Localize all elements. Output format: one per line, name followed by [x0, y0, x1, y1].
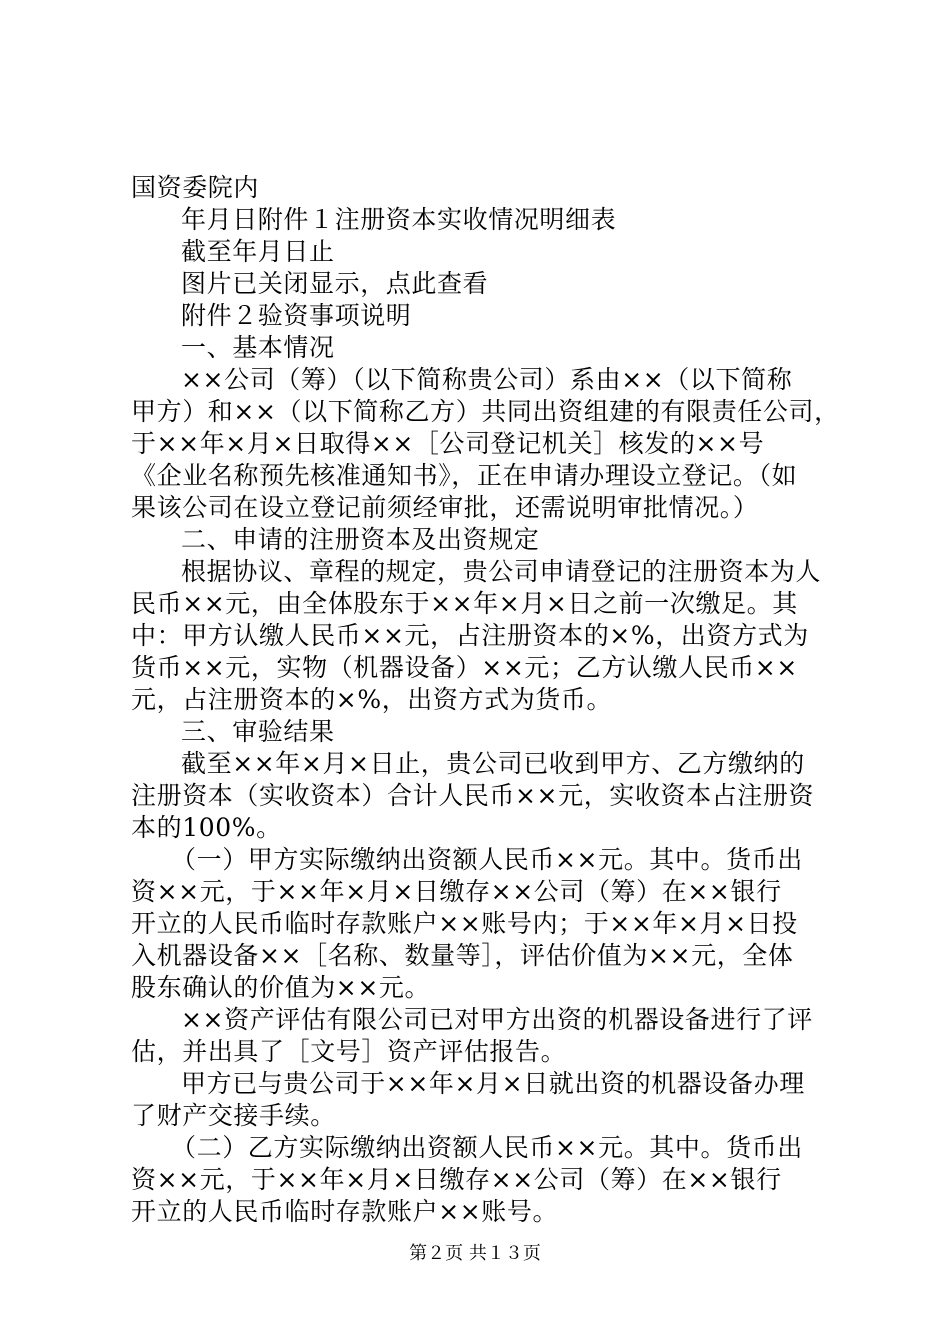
text-line: 甲方已与贵公司于××年×月×日就出资的机器设备办理 [181, 1069, 805, 1098]
text-line: 开立的人民币临时存款账户××账号内；于××年×月×日投 [131, 909, 798, 938]
section-heading: 三、审验结果 [181, 717, 335, 746]
text-line: 资××元，于××年×月×日缴存××公司（筹）在××银行 [131, 877, 782, 906]
text-line: 本的100%。 [131, 813, 282, 842]
text-line: ××资产评估有限公司已对甲方出资的机器设备进行了评 [181, 1005, 813, 1034]
text-line: 截至年月日止 [181, 237, 335, 266]
text-line: 截至××年×月×日止，贵公司已收到甲方、乙方缴纳的 [181, 749, 805, 778]
text-line: 果该公司在设立登记前须经审批，还需说明审批情况。） [131, 493, 759, 522]
image-placeholder-link[interactable]: 图片已关闭显示，点此查看 [181, 269, 489, 298]
page-number-footer: 第２页 共１３页 [409, 1243, 541, 1264]
text-line: 了财产交接手续。 [131, 1101, 336, 1130]
text-line: 年月日附件１注册资本实收情况明细表 [181, 205, 617, 234]
text-line: 民币××元，由全体股东于××年×月×日之前一次缴足。其 [131, 589, 798, 618]
text-line: 注册资本（实收资本）合计人民币××元，实收资本占注册资 [131, 781, 815, 810]
document-body [131, 172, 840, 1228]
text-line: 股东确认的价值为××元。 [131, 973, 431, 1002]
text-line: 《企业名称预先核准通知书》，正在申请办理设立登记。（如 [131, 461, 798, 490]
text-line: 货币××元，实物（机器设备）××元；乙方认缴人民币×× [131, 653, 798, 682]
text-line: 资××元，于××年×月×日缴存××公司（筹）在××银行 [131, 1165, 782, 1194]
text-line: 估，并出具了［文号］资产评估报告。 [131, 1037, 567, 1066]
text-line: 甲方）和××（以下简称乙方）共同出资组建的有限责任公司， [131, 397, 840, 426]
text-line: 入机器设备××［名称、数量等］，评估价值为××元，全体 [131, 941, 794, 970]
text-line: 元，占注册资本的×%，出资方式为货币。 [131, 685, 613, 714]
text-line: 附件２验资事项说明 [181, 301, 412, 330]
text-line: ××公司（筹）（以下简称贵公司）系由××（以下简称 [181, 365, 793, 394]
section-heading: 一、基本情况 [181, 333, 335, 362]
text-line: 于××年×月×日取得××［公司登记机关］核发的××号 [131, 429, 765, 458]
text-line: 国资委院内 [131, 173, 260, 202]
text-line: 开立的人民币临时存款账户××账号。 [131, 1197, 559, 1226]
text-line: 根据协议、章程的规定，贵公司申请登记的注册资本为人 [181, 557, 822, 586]
text-line: 中：甲方认缴人民币××元，占注册资本的×%，出资方式为 [131, 621, 809, 650]
text-line: （一）甲方实际缴纳出资额人民币××元。其中。货币出 [171, 845, 803, 874]
text-line: （二）乙方实际缴纳出资额人民币××元。其中。货币出 [171, 1133, 803, 1162]
section-heading: 二、申请的注册资本及出资规定 [181, 525, 540, 554]
